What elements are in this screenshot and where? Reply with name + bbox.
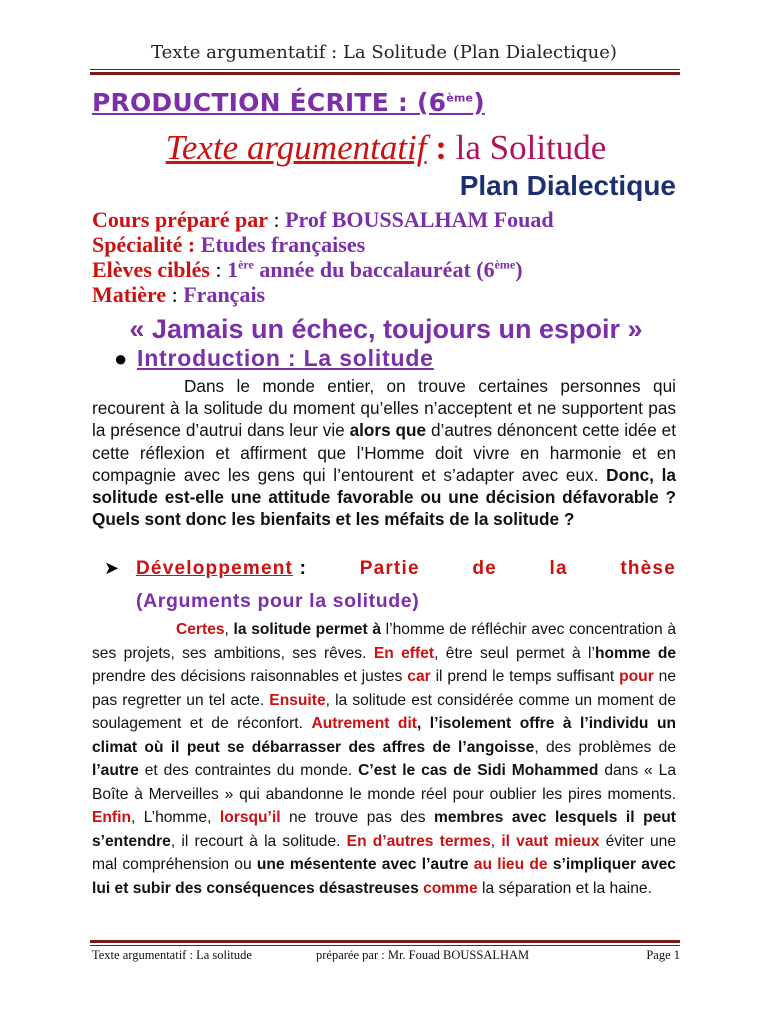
development-paragraph: Certes, la solitude permet à l’homme de réfléchir avec concentration à ses projets, ses ambitions, ses rêves. En effet, être seul permet à l’homme de prendre des décisions raisonnables et justes car il prend le temps suffisant pour ne pas regretter un tel acte. Ensuite, la solitude est considérée comme un moment de soulagement et de réconfort. Autrement dit, l’isolement offre à l’individu un climat où il peut se débarrasser des affres de l’angoisse, des problèmes de l’autre et des contraintes du monde. C’est le cas de Sidi Mohammed dans « La Boîte à Merveilles » qui abandonne le monde réel pour oublier les pires moments. Enfin, L’homme, lorsqu’il ne trouve pas des membres avec lesquels il peut s’entendre, il recourt à la solitude. En d’autres termes, il vaut mieux éviter une mal compréhension ou une mésentente avec l’autre au lieu de s’impliquer avec lui et subir des conséquences désastreuses comme la séparation et la haine. [92,621,677,897]
plan-subtitle: Plan Dialectique [459,170,676,201]
footer-title: Texte argumentatif : La solitude [92,948,252,962]
page-number: Page 1 [646,948,680,962]
running-header: Texte argumentatif : La Solitude (Plan Dialectique) [151,42,617,63]
development-heading: Développement : Partie de la thèse [136,558,676,579]
footer-rule-thick [90,940,680,943]
document-title: Texte argumentatif : la Solitude [165,128,607,167]
arrow-bullet-icon: ➤ [104,558,120,578]
development-subtitle: (Arguments pour la solitude) [136,590,420,612]
header-rule-thick [90,72,680,75]
meta-specialite: Spécialité : Etudes françaises [92,232,366,257]
meta-cours: Cours préparé par : Prof BOUSSALHAM Fouad [92,207,554,232]
footer-rule-thin [90,945,680,946]
motto-quote: « Jamais un échec, toujours un espoir » [129,314,643,344]
header-rule-thin [90,69,680,70]
production-heading: PRODUCTION ÉCRITE : (6ème) [92,88,485,117]
footer-author: préparée par : Mr. Fouad BOUSSALHAM [316,948,530,962]
introduction-paragraph: Dans le monde entier, on trouve certaines personnes qui recourent à la solitude du moment qu’elles n’acceptent et ne supportent pas la présence d’autrui dans leur vie alors que d’autres dénoncent cette idée et cette réflexion et affirment que l’Homme doit vivre en harmonie et en compagnie avec les gens qui l’entourent et s’adapter avec eux. Donc, la solitude est-elle une attitude favorable ou une décision défavorable ? Quels sont donc les bienfaits et les méfaits de la solitude ? [92,376,676,530]
bullet-icon: ● [114,346,128,371]
meta-matiere: Matière : Français [92,282,266,307]
introduction-heading: Introduction : La solitude [137,345,434,371]
meta-eleves: Elèves ciblés : 1ère année du baccalauréat (6ème) [92,257,523,282]
